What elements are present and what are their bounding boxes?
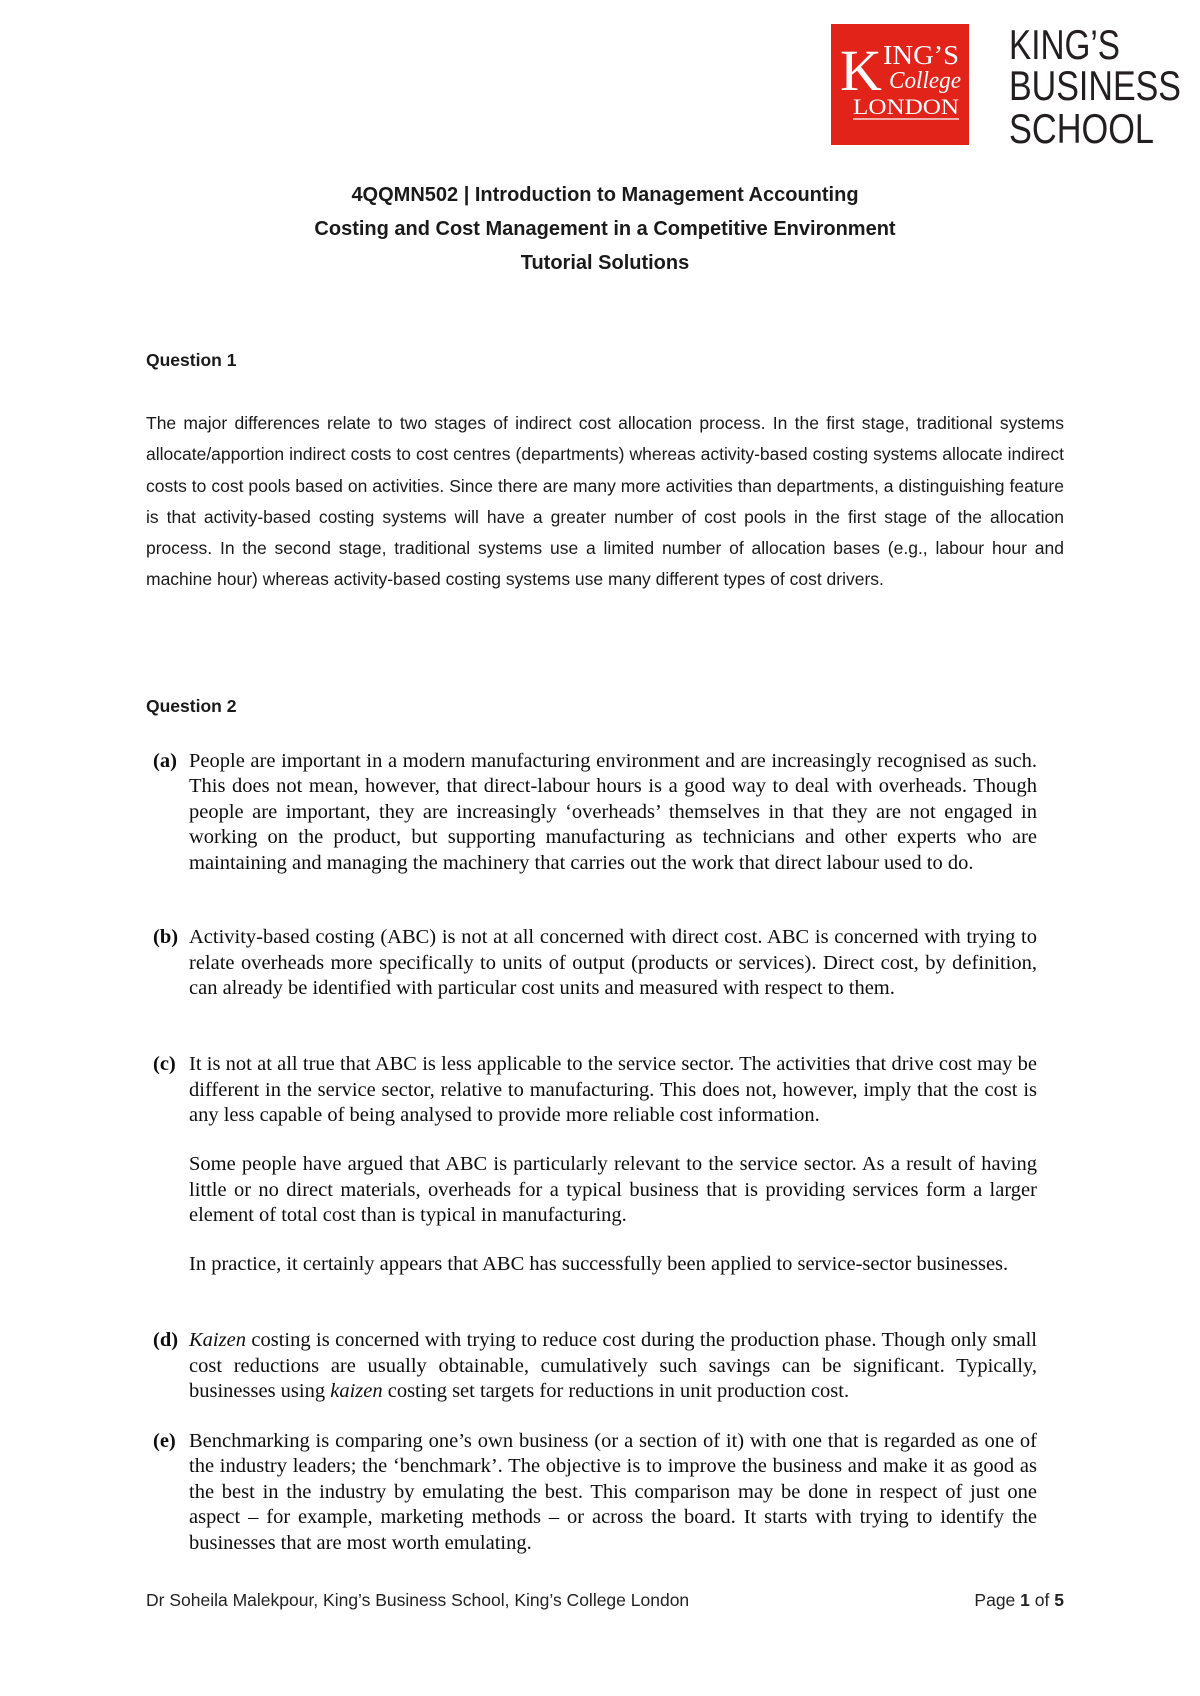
item-text: Benchmarking is comparing one’s own business (or a section of it) with one that is regarded as one of the industry leaders; the ‘benchmark’. The objective is to improve the business and make it as good as the best in the industry by emulating the best. This comparison may be done in respect of just one aspect – for example, marketing methods – or across the board. It starts with trying to identify the businesses that are most worth emulating. [189,1429,1037,1554]
answer-item-a [153,749,1037,877]
answer-item-b [153,925,1037,1002]
item-paragraph: Some people have argued that ABC is particularly relevant to the service sector. As a result of having little or no direct materials, overheads for a typical business that is providing services form a larger element of total cost than is typical in manufacturing. [189,1153,1037,1226]
item-label: (e) [153,1429,176,1452]
item-label: (c) [153,1053,176,1075]
item-text: Activity-based costing (ABC) is not at all concerned with direct cost. ABC is concerned with trying to relate overheads more specifically to units of output (products or services). Direct cost, by definition, can already be identified with particular cost units and measured with respect to them. [189,926,1037,999]
page-current: 1 [1020,1590,1030,1610]
page-total: 5 [1054,1590,1064,1610]
question-1-heading: Question 1 [146,350,237,370]
of-word: of [1034,1590,1050,1610]
item-label: (a) [153,749,177,772]
item-paragraph: It is not at all true that ABC is less applicable to the service sector. The activities that drive cost may be different in the service sector, relative to manufacturing. This does not, however, imply that the cost is any less capable of being analysed to provide more reliable cost information. [189,1053,1037,1126]
page-word: Page [974,1590,1016,1610]
answer-item-d [153,1328,1037,1405]
course-title: 4QQMN502 | Introduction to Management Accounting [351,184,859,206]
crest-ings: ING’S [883,40,959,70]
item-text [189,1328,1037,1405]
text-segment: costing is concerned with trying to reduce cost during the production phase. Though only small cost reductions are usually obtainable, cumulatively such savings can be significant. Typically, businesses using [189,1329,1037,1402]
wordmark-line-kings: KING’S [1009,22,1120,68]
topic-title: Costing and Cost Management in a Competitive Environment [314,218,896,240]
item-label: (b) [153,926,179,948]
crest-college: College [889,68,962,94]
page-number [974,1588,1064,1612]
document-type: Tutorial Solutions [520,252,690,274]
document-title-block [146,178,1064,280]
answer-item-c [153,1052,1037,1278]
crest-london: LONDON [853,94,960,119]
wordmark-line-business: BUSINESS [1009,62,1181,109]
question-1-answer: The major differences relate to two stages of indirect cost allocation process. In the first stage, traditional systems allocate/apportion indirect costs to cost centres (departments) whereas activity-based costing systems allocate indirect costs to cost pools based on activities. Since there are many more activities than departments, a distinguishing feature is that activity-based costing systems will have a greater number of cost pools in the first stage of the allocation process. In the second stage, traditional systems use a limited number of allocation bases (e.g., labour hour and machine hour) whereas activity-based costing systems use many different types of cost drivers. [146,413,1064,590]
italic-term-kaizen: kaizen [330,1380,383,1402]
footer-author: Dr Soheila Malekpour, King’s Business School, King’s College London [146,1590,690,1610]
item-paragraph: In practice, it certainly appears that ABC has successfully been applied to service-sector businesses. [189,1253,1009,1275]
question-2-heading: Question 2 [146,696,237,716]
kbs-wordmark-logo [1007,22,1187,150]
wordmark-line-school: SCHOOL [1009,105,1154,150]
italic-term-kaizen: Kaizen [189,1329,246,1351]
item-text: People are important in a modern manufacturing environment and are increasingly recognised as such. This does not mean, however, that direct-labour hours is a good way to deal with overheads. Though people are important, they are increasingly ‘overheads’ themselves in that they are not engaged in working on the product, but supporting manufacturing as technicians and other experts who are maintaining and managing the machinery that carries out the work that direct labour used to do. [189,749,1037,874]
text-segment: costing set targets for reductions in unit production cost. [382,1380,850,1402]
kcl-crest-logo [831,24,969,145]
crest-letter-k: K [840,38,882,103]
item-label: (d) [153,1329,179,1351]
answer-item-e [153,1429,1037,1557]
